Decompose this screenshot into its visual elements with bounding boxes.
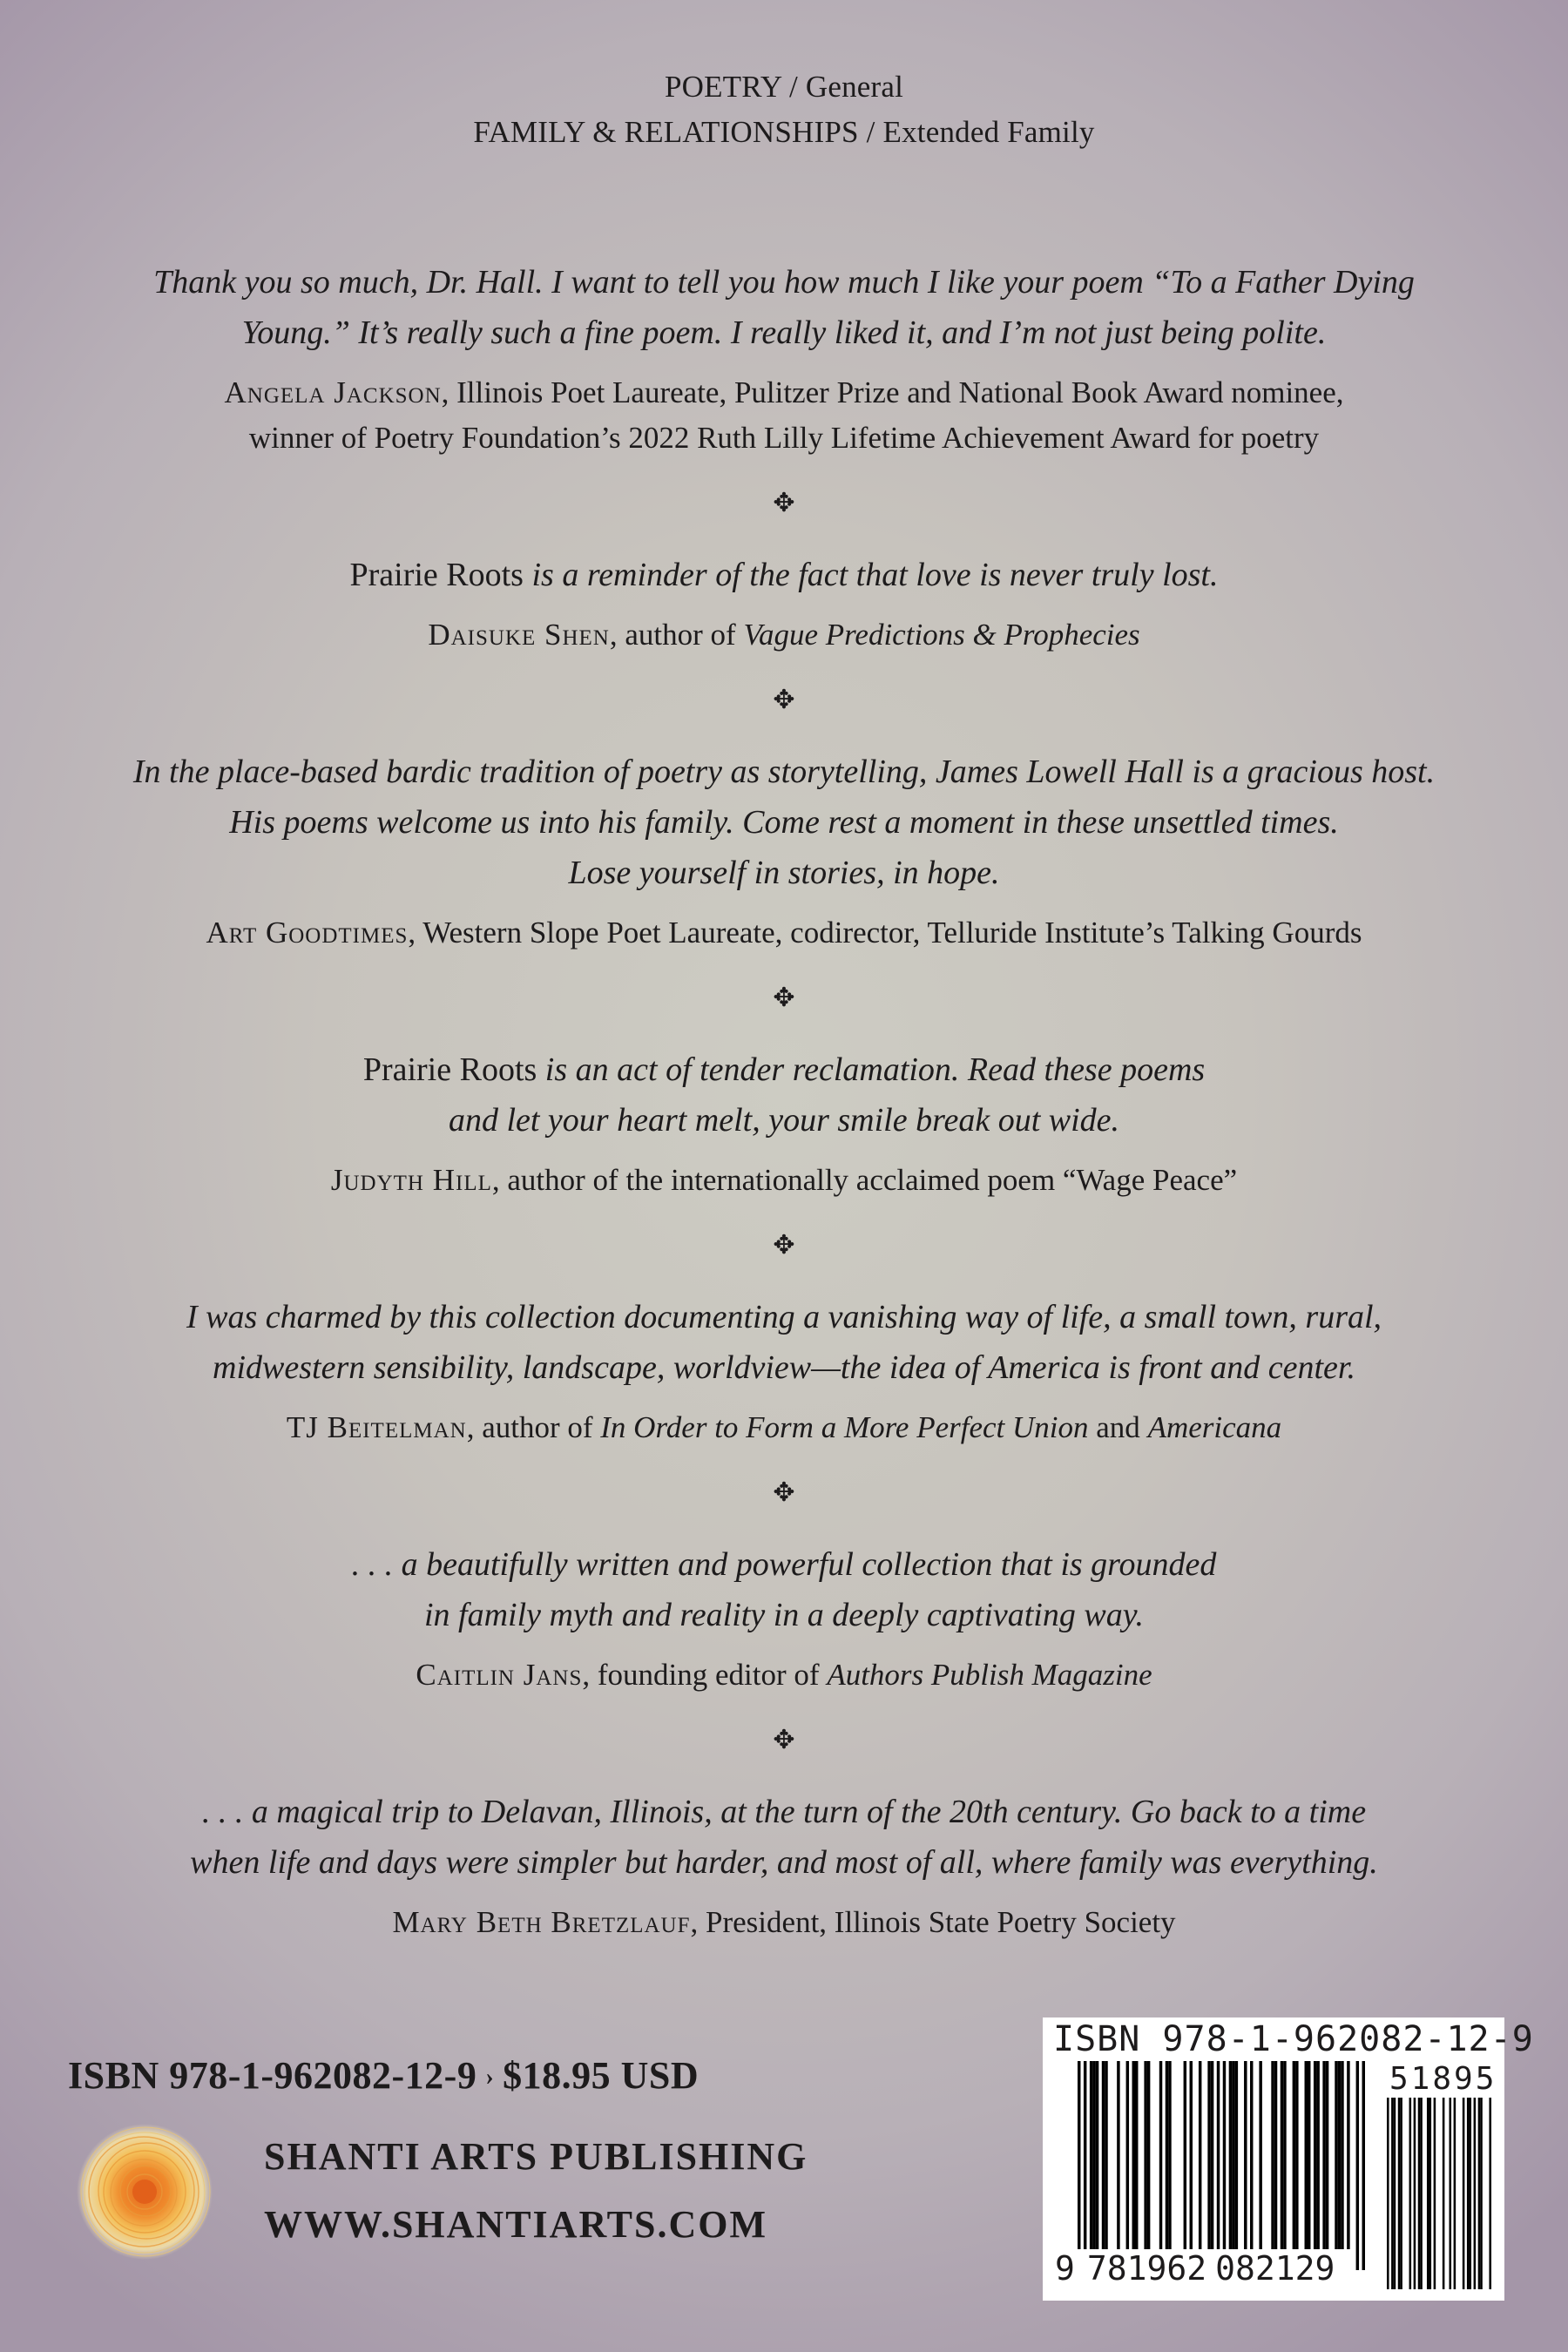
isbn-label: ISBN 978-1-962082-12-9: [68, 2054, 477, 2097]
barcode-bar: [1159, 2061, 1162, 2249]
quote-line: Thank you so much, Dr. Hall. I want to tell you how much I like your poem “To a Father Dying: [153, 264, 1415, 301]
barcode-bar: [1144, 2061, 1146, 2249]
barcode-addon-bar: [1469, 2098, 1471, 2289]
credit-text: , Illinois Poet Laureate, Pulitzer Prize and National Book Award nominee,: [441, 375, 1344, 409]
blurb-credit: [61, 1158, 1507, 1203]
quote-line: Lose yourself in stories, in hope.: [568, 855, 1000, 891]
quote-text: is an act of tender reclamation. Read these poems: [537, 1051, 1206, 1088]
barcode-addon-bar: [1420, 2098, 1423, 2289]
barcode-bar: [1281, 2061, 1283, 2249]
barcode-bar: [1308, 2061, 1310, 2249]
price-block: [68, 2051, 699, 2105]
barcode-digits: [1055, 2249, 1338, 2288]
category-family: FAMILY & RELATIONSHIPS / Extended Family: [473, 115, 1095, 149]
barcode-addon-bar: [1463, 2098, 1465, 2289]
blurb-quote: [61, 1787, 1507, 1888]
isbn-price-line: [68, 2051, 699, 2105]
credit-book-title: In Order to Form a More Perfect Union: [600, 1410, 1089, 1444]
barcode-bar: [1229, 2061, 1232, 2249]
credit-text: , founding editor of: [582, 1658, 828, 1692]
blurb-credit: [61, 910, 1507, 956]
barcode-addon-bar: [1409, 2098, 1412, 2289]
quote-line: His poems welcome us into his family. Come rest a moment in these unsettled times.: [229, 804, 1339, 841]
barcode-addon-bar: [1400, 2098, 1402, 2289]
barcode-addon-bar: [1489, 2098, 1491, 2289]
price-separator-icon: ›: [485, 2064, 495, 2091]
barcode-addon-bar: [1427, 2098, 1429, 2289]
blurb-angela-jackson: [61, 257, 1507, 461]
ornament-divider-icon: ✥: [773, 489, 795, 517]
barcode-price-code: 51895: [1389, 2061, 1497, 2097]
category-list: [0, 64, 1568, 155]
quote-line: in family myth and reality in a deeply captivating way.: [424, 1597, 1144, 1633]
quote-line: and let your heart melt, your smile break out wide.: [448, 1102, 1120, 1139]
quote-line: midwestern sensibility, landscape, worldview—the idea of America is front and center.: [213, 1349, 1355, 1386]
barcode-bar: [1235, 2061, 1238, 2249]
barcode-digits-right: 082129: [1215, 2249, 1335, 2288]
quote-line: when life and days were simpler but harder, and most of all, where family was everything.: [190, 1844, 1378, 1881]
blurb-tj-beitelman: [61, 1292, 1507, 1450]
barcode-digit-first: 9: [1055, 2249, 1075, 2288]
barcode-bar: [1117, 2061, 1119, 2249]
barcode-bar: [1135, 2061, 1138, 2249]
barcode-bar: [1207, 2061, 1210, 2249]
barcode-bar: [1362, 2061, 1365, 2270]
blurb-quote: [61, 1539, 1507, 1640]
barcode-bar: [1102, 2061, 1105, 2249]
barcode-bar: [1078, 2061, 1080, 2270]
blurb-quote: [61, 1292, 1507, 1393]
barcode-bar: [1356, 2061, 1359, 2270]
barcode-bar: [1168, 2061, 1171, 2249]
credit-name: Angela Jackson: [224, 375, 442, 409]
barcode-bar: [1199, 2061, 1201, 2249]
quote-line: In the place-based bardic tradition of poetry as storytelling, James Lowell Hall is a gracious host.: [132, 754, 1436, 790]
credit-name: TJ Beitelman: [286, 1410, 467, 1444]
barcode-bar: [1132, 2061, 1135, 2249]
barcode-bar: [1347, 2061, 1349, 2249]
blurb-credit: [61, 1405, 1507, 1450]
barcode-addon-bar: [1467, 2098, 1470, 2289]
blurb-daisuke-shen: [61, 550, 1507, 658]
blurb-credit: [61, 1900, 1507, 1945]
barcode-digits-left: 781962: [1086, 2249, 1207, 2288]
sun-logo-icon: [75, 2122, 214, 2261]
barcode-bar: [1274, 2061, 1277, 2249]
publisher-block: [68, 2115, 852, 2263]
barcode-bar: [1335, 2061, 1337, 2249]
barcode-addon-bar: [1449, 2098, 1451, 2289]
barcode-addon-bar: [1418, 2098, 1421, 2289]
credit-text: , author of: [466, 1410, 601, 1444]
barcode-bar: [1084, 2061, 1086, 2270]
book-title: Prairie Roots: [349, 557, 524, 593]
ornament-divider-icon: ✥: [773, 1231, 795, 1260]
blurb-art-goodtimes: [61, 747, 1507, 956]
ornament-divider-icon: ✥: [773, 686, 795, 714]
isbn-barcode: [1043, 2017, 1534, 2301]
barcode-bar: [1305, 2061, 1308, 2249]
barcode-addon-bar: [1394, 2098, 1396, 2289]
price-label: $18.95 USD: [503, 2054, 700, 2097]
credit-name: Mary Beth Bretzlauf: [392, 1905, 691, 1939]
barcode-bar: [1338, 2061, 1341, 2249]
barcode-bar: [1190, 2061, 1193, 2249]
barcode-bar: [1271, 2061, 1274, 2249]
credit-name: Daisuke Shen: [428, 618, 610, 652]
barcode-addon-bar: [1391, 2098, 1394, 2289]
blurb-list: [61, 257, 1507, 1945]
credit-name: Judyth Hill: [330, 1163, 492, 1197]
credit-text: , Western Slope Poet Laureate, codirector, Telluride Institute’s Talking Gourds: [408, 916, 1362, 950]
quote-line: Young.” It’s really such a fine poem. I really liked it, and I’m not just being polite.: [241, 314, 1327, 351]
barcode-bar: [1092, 2061, 1095, 2249]
credit-text: , author of: [609, 618, 744, 652]
quote-line: . . . a beautifully written and powerful collection that is grounded: [351, 1546, 1217, 1583]
barcode-bar: [1217, 2061, 1220, 2270]
blurb-caitlin-jans: [61, 1539, 1507, 1698]
barcode-bar: [1223, 2061, 1226, 2270]
barcode-addon-bar: [1478, 2098, 1481, 2289]
barcode-bar: [1147, 2061, 1150, 2249]
barcode-bar: [1105, 2061, 1107, 2249]
blurb-quote: [61, 550, 1507, 600]
barcode-bar: [1244, 2061, 1247, 2249]
barcode-bar: [1184, 2061, 1186, 2249]
publisher-url: WWW.SHANTIARTS.COM: [264, 2203, 768, 2246]
barcode-addon-bar: [1474, 2098, 1477, 2289]
ornament-divider-icon: ✥: [773, 983, 795, 1012]
credit-text: , President, Illinois State Poetry Society: [690, 1905, 1176, 1939]
barcode-bar: [1341, 2061, 1343, 2249]
quote-text: is a reminder of the fact that love is never truly lost.: [523, 557, 1219, 593]
credit-book-title: Americana: [1147, 1410, 1282, 1444]
barcode-bars-icon: [1078, 2061, 1365, 2270]
barcode-bar: [1293, 2061, 1295, 2249]
credit-text: winner of Poetry Foundation’s 2022 Ruth Lilly Lifetime Achievement Award for poetry: [248, 421, 1320, 455]
credit-book-title: Authors Publish Magazine: [827, 1658, 1152, 1692]
blurb-credit: [61, 370, 1507, 461]
category-poetry: POETRY / General: [664, 70, 904, 104]
barcode-addon-bar: [1454, 2098, 1456, 2289]
barcode-addon-bar: [1398, 2098, 1401, 2289]
barcode-addon-bar: [1434, 2098, 1436, 2289]
barcode-bar: [1211, 2061, 1213, 2249]
barcode-bar: [1126, 2061, 1129, 2249]
barcode-bar: [1295, 2061, 1298, 2249]
ornament-divider-icon: ✥: [773, 1478, 795, 1507]
barcode-bar: [1322, 2061, 1325, 2249]
blurb-credit: [61, 1652, 1507, 1698]
blurb-quote: [61, 257, 1507, 358]
barcode-bar: [1096, 2061, 1098, 2249]
barcode-bar: [1166, 2061, 1168, 2249]
barcode-bar: [1250, 2061, 1253, 2249]
blurb-credit: [61, 612, 1507, 658]
barcode-bar: [1283, 2061, 1286, 2249]
blurb-mary-beth-bretzlauf: [61, 1787, 1507, 1945]
credit-text: and: [1088, 1410, 1148, 1444]
credit-text: , author of the internationally acclaimed poem “Wage Peace”: [491, 1163, 1238, 1197]
quote-line: . . . a magical trip to Delavan, Illinois, at the turn of the 20th century. Go back to a time: [201, 1794, 1367, 1830]
barcode-bar: [1090, 2061, 1092, 2249]
barcode-bar: [1326, 2061, 1328, 2249]
barcode-bar: [1232, 2061, 1234, 2249]
barcode-bar: [1314, 2061, 1316, 2249]
barcode-addon-bar: [1414, 2098, 1416, 2289]
publisher-name: SHANTI ARTS PUBLISHING: [264, 2135, 808, 2178]
barcode-addon-bar: [1387, 2098, 1389, 2289]
blurb-quote: [61, 747, 1507, 898]
credit-name: Caitlin Jans: [416, 1658, 583, 1692]
blurb-quote: [61, 1044, 1507, 1146]
barcode-bar: [1316, 2061, 1319, 2249]
barcode-isbn-text: ISBN 978-1-962082-12-9: [1053, 2019, 1534, 2059]
barcode-addon-bar: [1480, 2098, 1483, 2289]
credit-name: Art Goodtimes: [206, 916, 409, 950]
barcode-addon-bar: [1429, 2098, 1432, 2289]
quote-line: I was charmed by this collection documenting a vanishing way of life, a small town, rural,: [186, 1299, 1382, 1335]
credit-book-title: Vague Predictions & Prophecies: [743, 618, 1140, 652]
blurb-judyth-hill: [61, 1044, 1507, 1203]
barcode-addon-bars-icon: [1387, 2098, 1491, 2289]
barcode-addon-bar: [1443, 2098, 1445, 2289]
book-title: Prairie Roots: [362, 1051, 537, 1088]
barcode-bar: [1259, 2061, 1261, 2249]
ornament-divider-icon: ✥: [773, 1726, 795, 1754]
